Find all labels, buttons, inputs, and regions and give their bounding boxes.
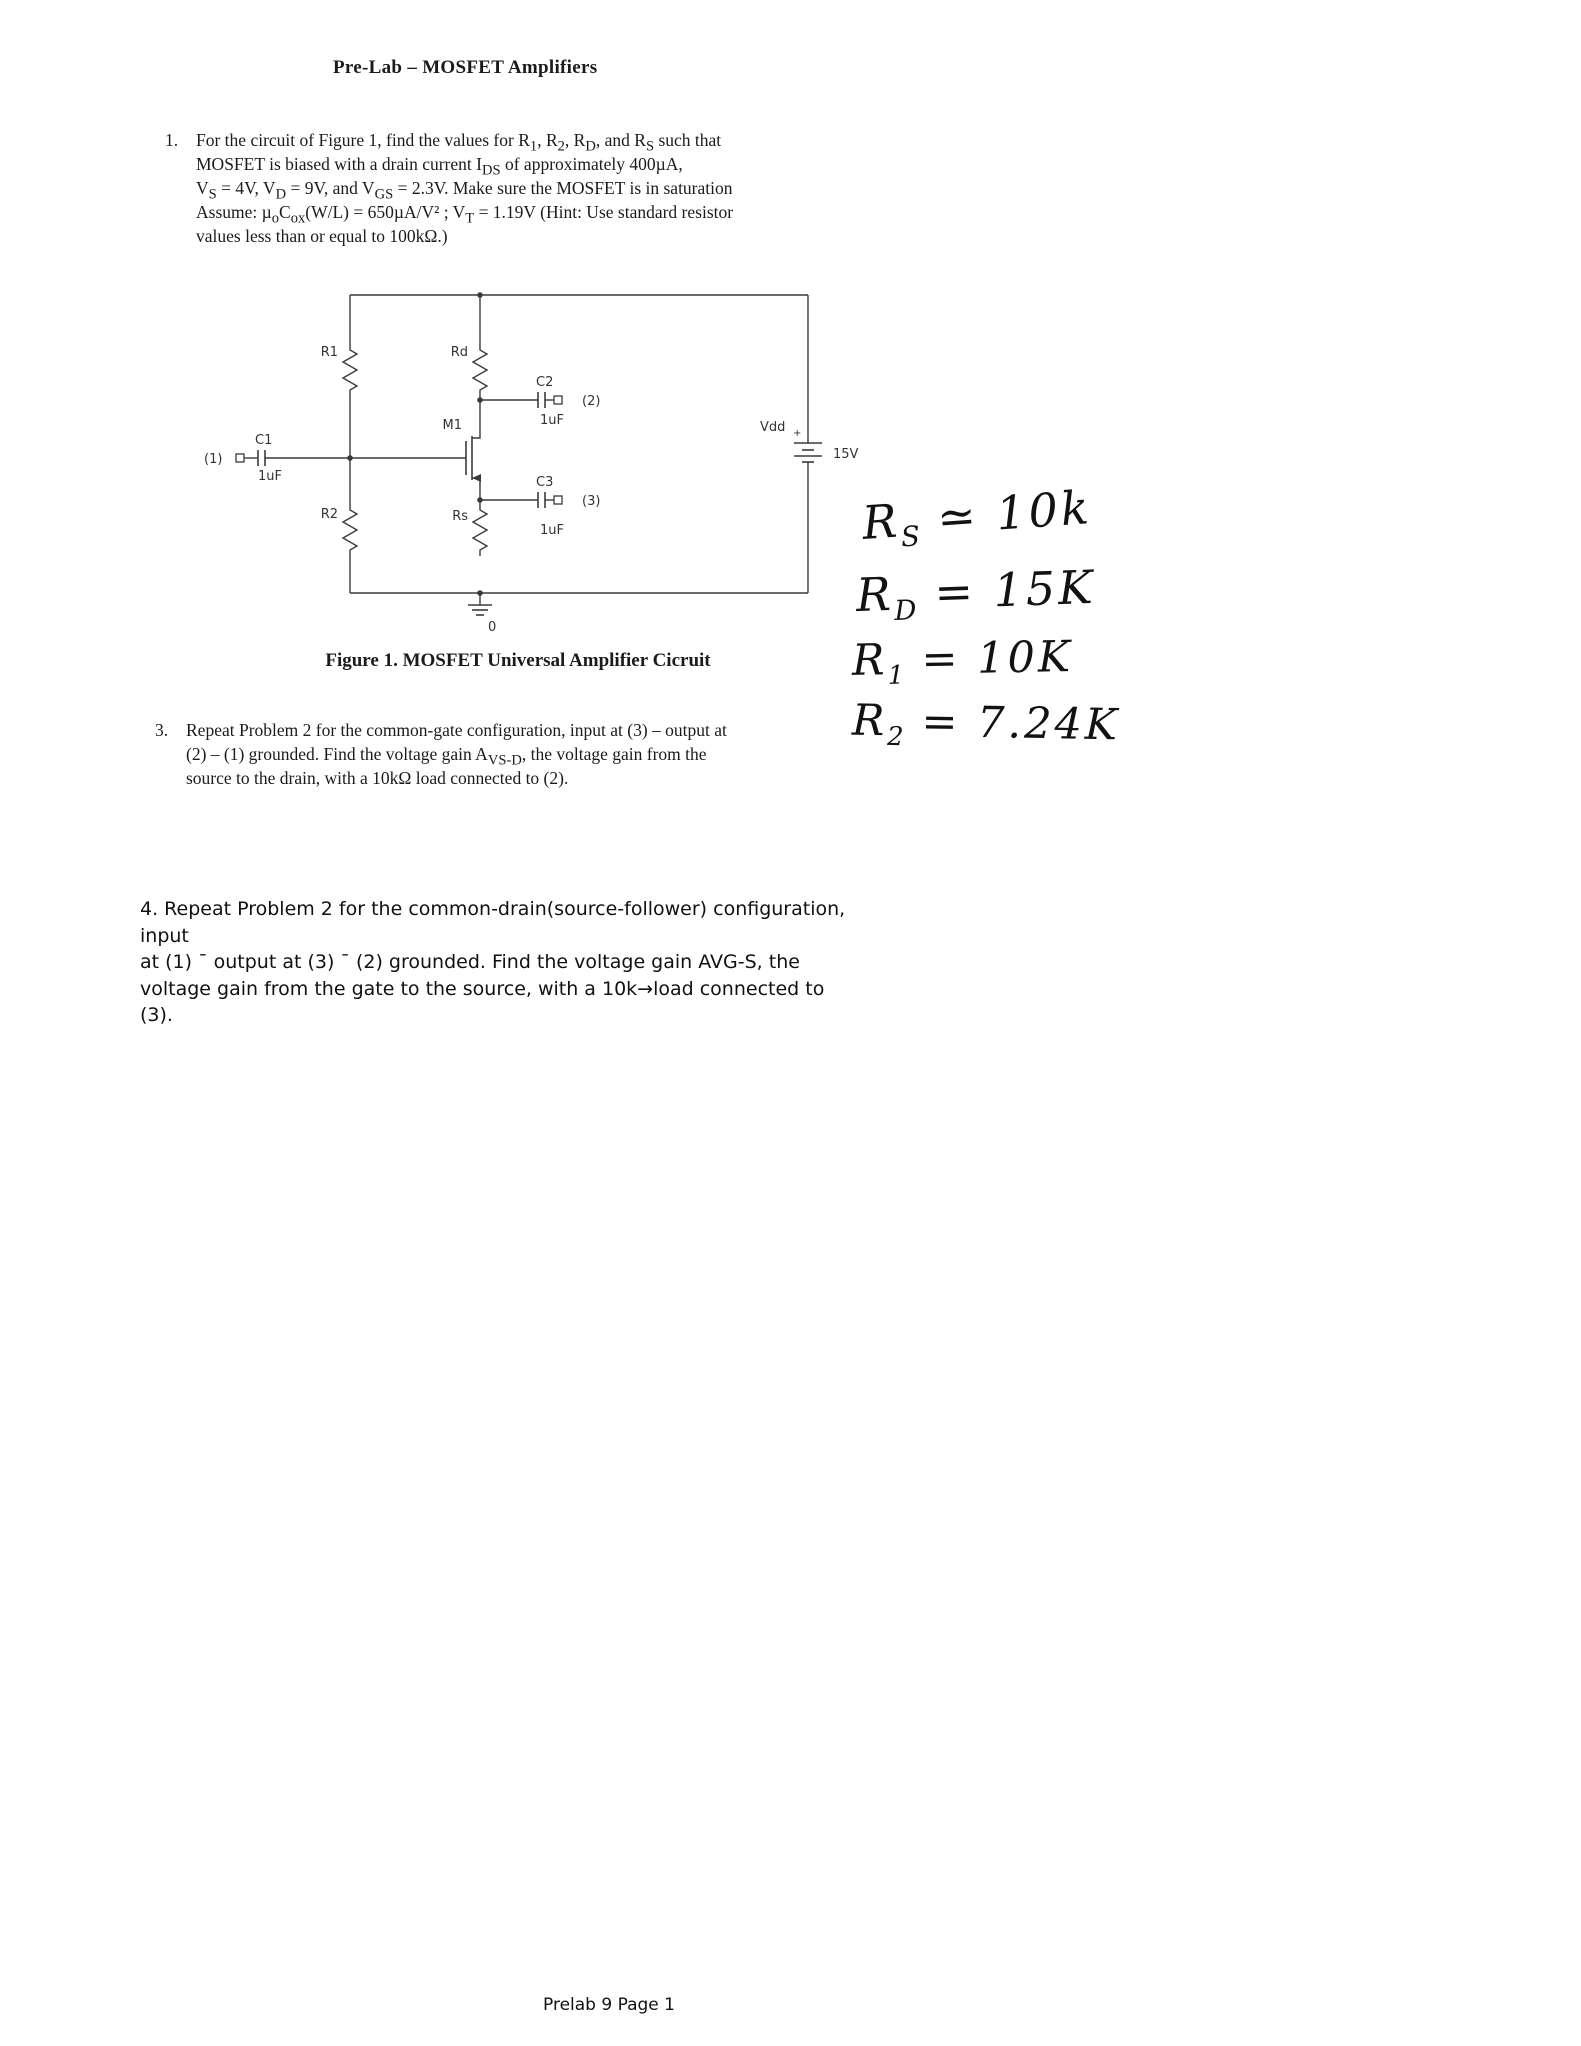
- label-node-1: (1): [204, 452, 223, 467]
- problem-3-number: 3.: [155, 720, 169, 740]
- problem-1-text: For the circuit of Figure 1, find the values for $R_1$, $R_2$, $R_D$, and $R_S$ such that MOSFET is biased with a drain current $I_{DS}$ of approximately 400µA, $V_S = 4V$, $V_D = 9V$, and $V_{GS} = 2.3V$. Make sure the MOSFET is in saturation Assume: $\mu_oC_{ox}(W/L) = 650\mu A/V^2$ ; $V_T = 1.19V$ (Hint: Use standard resistor values less than or equal to 100kΩ.): [196, 130, 734, 246]
- handwritten-note-r1: $R_1 = 10K$: [851, 632, 1074, 691]
- page-footer: Prelab 9 Page 1: [543, 1995, 675, 2015]
- label-rd: Rd: [450, 345, 468, 360]
- junction-dot: [347, 455, 353, 461]
- junction-dot: [477, 497, 483, 503]
- resistor-r1: [343, 345, 357, 396]
- label-node-3: (3): [582, 494, 601, 509]
- terminal-node-2: [554, 396, 562, 404]
- label-vdd: Vdd: [760, 420, 786, 435]
- label-c1: C1: [255, 433, 273, 448]
- ground-symbol: [468, 605, 492, 615]
- problem-3: [155, 718, 875, 790]
- problem-1: [165, 128, 865, 248]
- label-c3: C3: [536, 475, 554, 490]
- circuit-wires: [244, 295, 808, 605]
- circuit-diagram: [200, 288, 880, 638]
- label-ground-0: 0: [488, 620, 497, 635]
- problem-4-text: 4. Repeat Problem 2 for the common-drain(source-follower) configuration, input at (1) ¯ output at (3) ¯ (2) grounded. Find the voltage gain AVG-S, the voltage gain from the gate to the source, with a 10k→load connected to (3).: [140, 898, 846, 1026]
- junction-dot: [477, 590, 483, 596]
- resistor-r2: [343, 505, 357, 556]
- label-c1-value: 1uF: [258, 469, 282, 484]
- circuit-figure: [200, 288, 880, 638]
- junction-dots: [347, 292, 483, 596]
- problem-3-text: Repeat Problem 2 for the common-gate configuration, input at (3) – output at (2) – (1) grounded. Find the voltage gain $A_{VS-D}$, the voltage gain from the source to the drain, with a 10kΩ load connected to (2).: [186, 720, 727, 788]
- label-c2-value: 1uF: [540, 413, 564, 428]
- battery-vdd: [794, 443, 822, 462]
- label-vdd-plus: +: [793, 428, 802, 439]
- handwritten-note-r2: $R_2 = 7.24K$: [851, 695, 1121, 753]
- label-node-2: (2): [582, 394, 601, 409]
- page-title: Pre-Lab – MOSFET Amplifiers: [333, 57, 598, 78]
- resistor-rs: [473, 505, 487, 556]
- capacitor-c1: [258, 450, 265, 466]
- terminal-node-1: [236, 454, 244, 462]
- capacitor-c3: [538, 492, 545, 508]
- figure-caption: Figure 1. MOSFET Universal Amplifier Cicruit: [325, 650, 711, 671]
- resistor-rd: [473, 345, 487, 396]
- junction-dot: [477, 292, 483, 298]
- label-c2: C2: [536, 375, 554, 390]
- problem-1-number: 1.: [165, 130, 179, 150]
- handwritten-note-rs: $R_S$ ≃ 10k: [860, 480, 1094, 554]
- label-r2: R2: [320, 507, 338, 522]
- label-supply-voltage: 15V: [833, 447, 859, 462]
- label-rs: Rs: [452, 509, 468, 524]
- label-r1: R1: [320, 345, 338, 360]
- mosfet-m1: [466, 436, 481, 482]
- label-m1: M1: [442, 418, 462, 433]
- terminal-node-3: [554, 496, 562, 504]
- mosfet-source-arrow: [472, 474, 481, 482]
- capacitor-c2: [538, 392, 545, 408]
- junction-dot: [477, 397, 483, 403]
- handwritten-note-rd: $R_D = 15K$: [855, 559, 1097, 628]
- label-c3-value: 1uF: [540, 523, 564, 538]
